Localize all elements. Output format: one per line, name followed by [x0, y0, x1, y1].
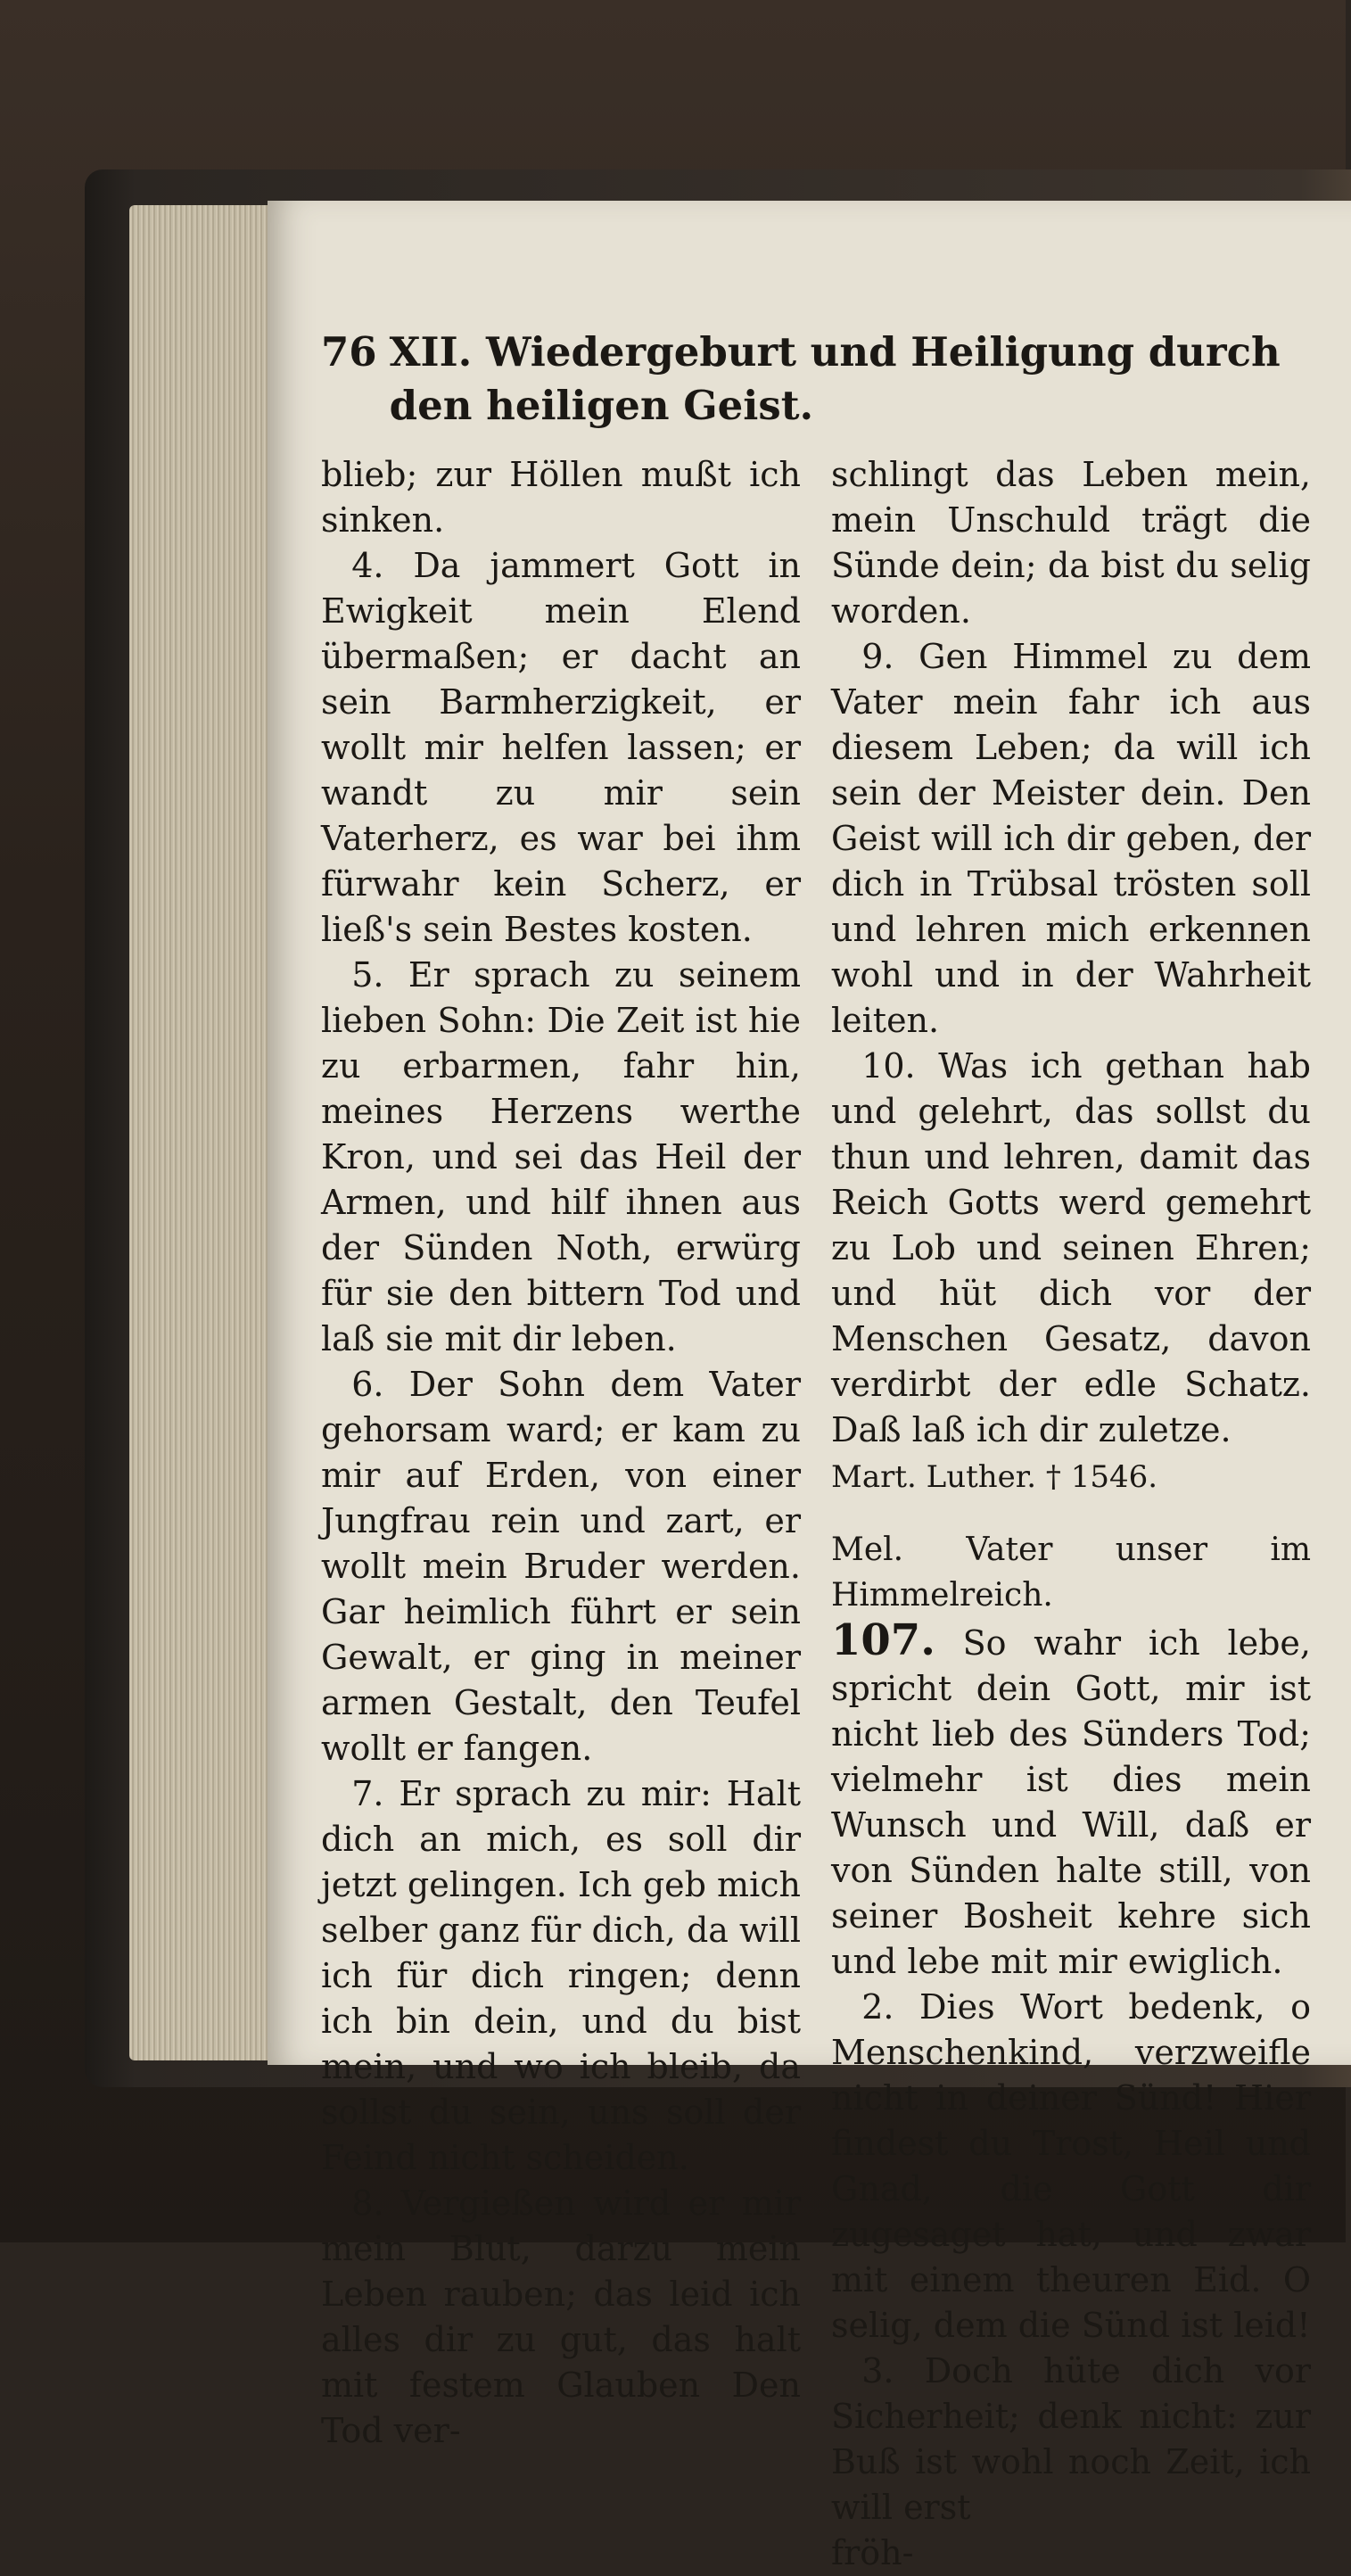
catchword: fröh- [831, 2533, 914, 2572]
verse-5: 5. Er sprach zu seinem lieben Sohn: Die Zeit ist hie zu erbarmen, fahr hin, meines Herzens werthe Kron, und sei das Heil der Armen, und hilf ihnen aus der Sünden Noth, erwürg für sie den bittern Tod und laß sie mit dir leben. [321, 955, 801, 1358]
verse-9: 9. Gen Himmel zu dem Vater mein fahr ich aus diesem Leben; da will ich sein der Meister dein. Den Geist will ich dir geben, der dich in Trübsal trösten soll und lehren mich erkennen wohl und in der Wahrheit leiten. [831, 637, 1311, 1040]
chapter-title: XII. Wiedergeburt und Heiligung durch den heiligen Geist. [389, 328, 1281, 429]
verse-continuation: blieb; zur Höllen mußt ich sinken. [321, 455, 801, 540]
verse-8-continuation: schlingt das Leben mein, mein Unschuld trägt die Sünde dein; da bist du selig worden. [831, 455, 1311, 631]
verse-8: 8. Vergießen wird er mir mein Blut, darzu mein Leben rauben; das leid ich alles dir zu gut, das halt mit festem Glauben Den Tod ver- [321, 2184, 801, 2450]
hymn-107-verse-1 [831, 1615, 1311, 1985]
right-column [831, 452, 1311, 2576]
page-number: 76 [321, 328, 377, 376]
hymn-verse-1-text: So wahr ich lebe, spricht dein Gott, mir ist nicht lieb des Sünders Tod; vielmehr ist dies mein Wunsch und Will, daß er von Sünden halte still, von seiner Bosheit kehre sich und lebe mit mir ewiglich. [831, 1623, 1311, 1981]
hymn-verse-3: 3. Doch hüte dich vor Sicherheit; denk nicht: zur Buß ist wohl noch Zeit, ich will erst [831, 2351, 1311, 2527]
verse-7: 7. Er sprach zu mir: Halt dich an mich, es soll dir jetzt gelingen. Ich geb mich selber ganz für dich, da will ich für dich ringen; denn ich bin dein, und du bist mein, und wo ich bleib, da sollst du sein, uns soll der Feind nicht scheiden. [321, 1774, 801, 2177]
verse-4: 4. Da jammert Gott in Ewigkeit mein Elend übermaßen; er dacht an sein Barmherzigkeit, er wollt mir helfen lassen; er wandt zu mir sein Vaterherz, es war bei ihm fürwahr kein Scherz, er ließ's sein Bestes kosten. [321, 546, 801, 949]
hymn-verse-2: 2. Dies Wort bedenk, o Menschenkind, verzweifle nicht in deiner Sünd! Hier findest du Trost, Heil und Gnad, die Gott dir zugesaget hat, und zwar mit einem theuren Eid. O selig, dem die Sünd ist leid! [831, 1987, 1311, 2345]
melody-line: Mel. Vater unser im Himmelreich. [831, 1532, 1311, 1614]
hymn-number: 107. [831, 1615, 935, 1665]
page-content [321, 326, 1311, 2576]
author-signature: Mart. Luther. † 1546. [831, 1459, 1158, 1495]
running-header [321, 326, 1311, 433]
verse-10: 10. Was ich gethan hab und gelehrt, das sollst du thun und lehren, damit das Reich Gotts werd gemehrt zu Lob und seinen Ehren; und hüt dich vor der Menschen Gesatz, davon verdirbt der edle Schatz. Daß laß ich dir zuletze. [831, 1046, 1311, 1449]
left-column [321, 452, 801, 2576]
book-page [268, 201, 1351, 2572]
verse-6: 6. Der Sohn dem Vater gehorsam ward; er kam zu mir auf Erden, von einer Jungfrau rein und zart, er wollt mein Bruder werden. Gar heimlich führt er sein Gewalt, er ging in meiner armen Gestalt, den Teufel wollt er fangen. [321, 1365, 801, 1768]
text-columns [321, 452, 1311, 2576]
page-edges [129, 205, 272, 2060]
